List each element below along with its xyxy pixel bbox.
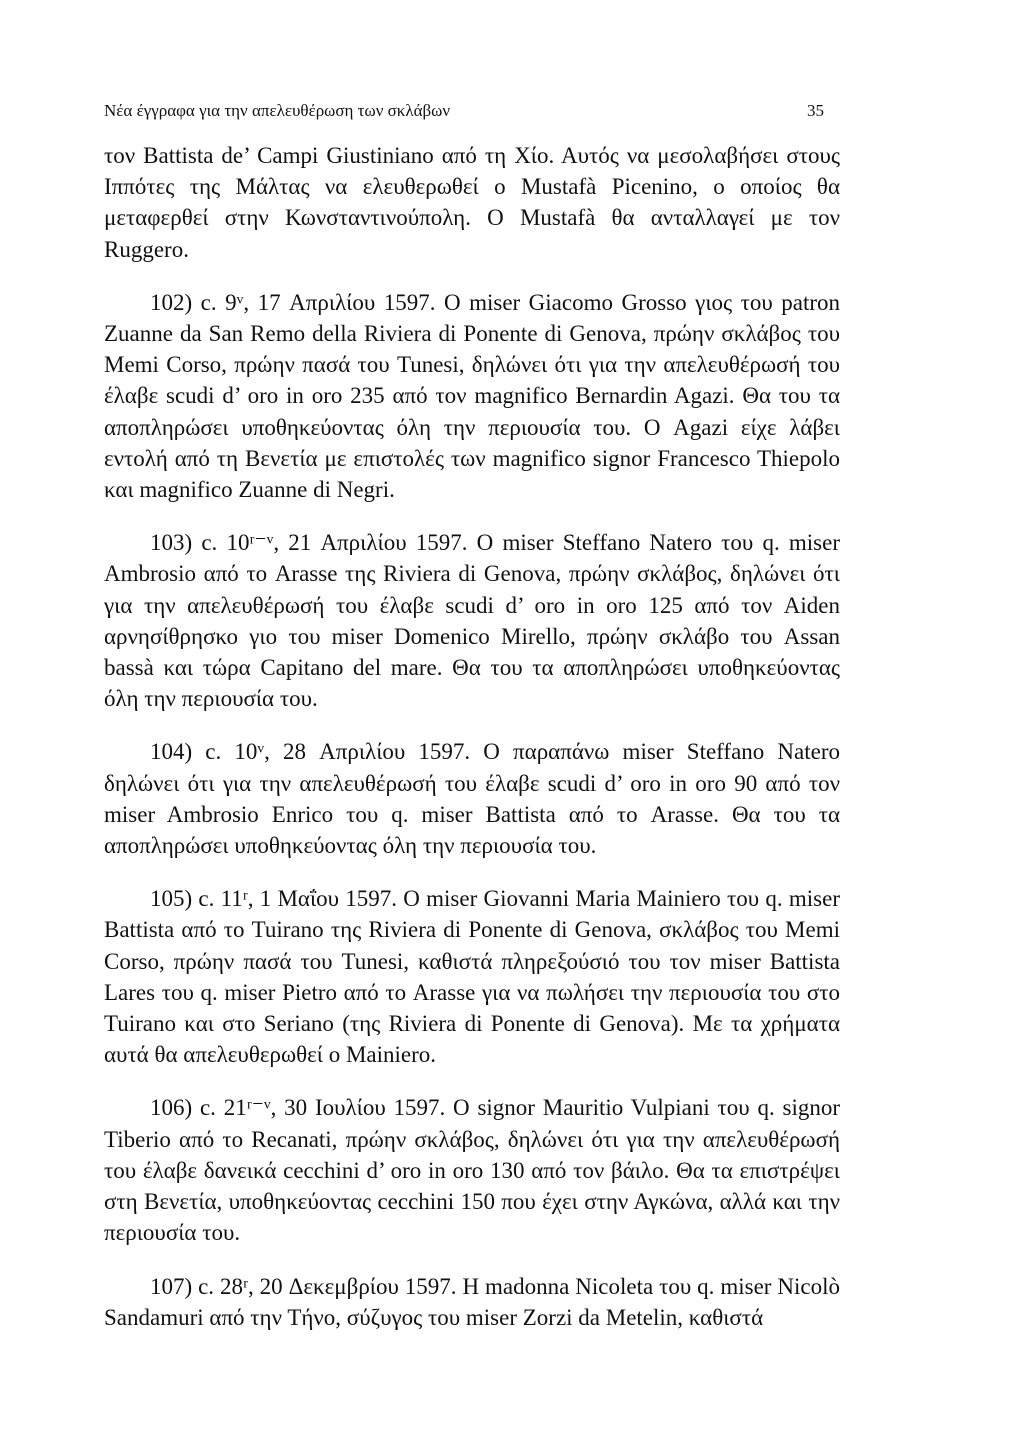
entry-105: 105) c. 11ʳ, 1 Μαΐου 1597. Ο miser Giovanni Maria Mainiero του q. miser Battista από το Tuirano της Riviera di Ponente di Genova, σκλάβος του Memi Corso, πρώην πασά του Tunesi, καθιστά πληρεξούσιό του τον miser Battista Lares του q. miser Pietro από το Arasse για να πωλήσει την περιουσία του στο Tuirano και στο Seriano (της Riviera di Ponente di Genova). Με τα χρήματα αυτά θα απελευθερωθεί ο Mainiero. — [104, 886, 840, 1068]
body-text — [104, 140, 840, 1355]
paragraph-continuation: τον Battista de’ Campi Giustiniano από τη Χίο. Αυτός να μεσολαβήσει στους Ιππότες της Μάλτας να ελευθερωθεί ο Mustafà Picenino, ο οποίος θα μεταφερθεί στην Κωνσταντινούπολη. Ο Mustafà θα ανταλλαγεί με τον Ruggero. — [104, 143, 840, 262]
entry-103: 103) c. 10ʳ⁻ᵛ, 21 Απριλίου 1597. Ο miser Steffano Natero του q. miser Ambrosio από το Arasse της Riviera di Genova, πρώην σκλάβος, δηλώνει ότι για την απελευθέρωσή του έλαβε scudi d’ oro in oro 125 από τον Aiden αρνησίθρησκο γιο του miser Domenico Mirello, πρώην σκλάβο του Assan bassà και τώρα Capitano del mare. Θα του τα αποπληρώσει υποθηκεύοντας όλη την περιουσία του. — [104, 530, 840, 712]
running-header-title: Νέα έγγραφα για την απελευθέρωση των σκλάβων — [104, 101, 451, 120]
entry-102: 102) c. 9ᵛ, 17 Απριλίου 1597. Ο miser Giacomo Grosso γιος του patron Zuanne da San Remo della Riviera di Ponente di Genova, πρώην σκλάβος του Memi Corso, πρώην πασά του Tunesi, δηλώνει ότι για την απελευθέρωσή του έλαβε scudi d’ oro in oro 235 από τον magnifico Bernardin Agazi. Θα του τα αποπληρώσει υποθηκεύοντας όλη την περιουσία του. Ο Agazi είχε λάβει εντολή από τη Βενετία με επιστολές των magnifico signor Francesco Thiepolo και magnifico Zuanne di Negri. — [104, 289, 840, 503]
entry-106: 106) c. 21ʳ⁻ᵛ, 30 Ιουλίου 1597. Ο signor Mauritio Vulpiani του q. signor Tiberio από το Recanati, πρώην σκλάβος, δηλώνει ότι για την απελευθέρωσή του έλαβε δανεικά cecchini d’ oro in oro 130 από τον βάιλο. Θα τα επιστρέψει στη Βενετία, υποθηκεύοντας cecchini 150 που έχει στην Αγκώνα, αλλά και την περιουσία του. — [104, 1095, 840, 1246]
running-header — [104, 98, 824, 124]
entry-104: 104) c. 10ᵛ, 28 Απριλίου 1597. Ο παραπάνω miser Steffano Natero δηλώνει ότι για την απελευθέρωσή του έλαβε scudi d’ oro in oro 90 από τον miser Ambrosio Enrico του q. miser Battista από το Arasse. Θα του τα αποπληρώσει υποθηκεύοντας όλη την περιουσία του. — [104, 739, 840, 859]
entry-107: 107) c. 28ʳ, 20 Δεκεμβρίου 1597. Η madonna Nicoleta του q. miser Nicolò Sandamuri από την Τήνο, σύζυγος του miser Zorzi da Metelin, καθιστά — [104, 1273, 840, 1330]
page-number: 35 — [807, 101, 824, 120]
